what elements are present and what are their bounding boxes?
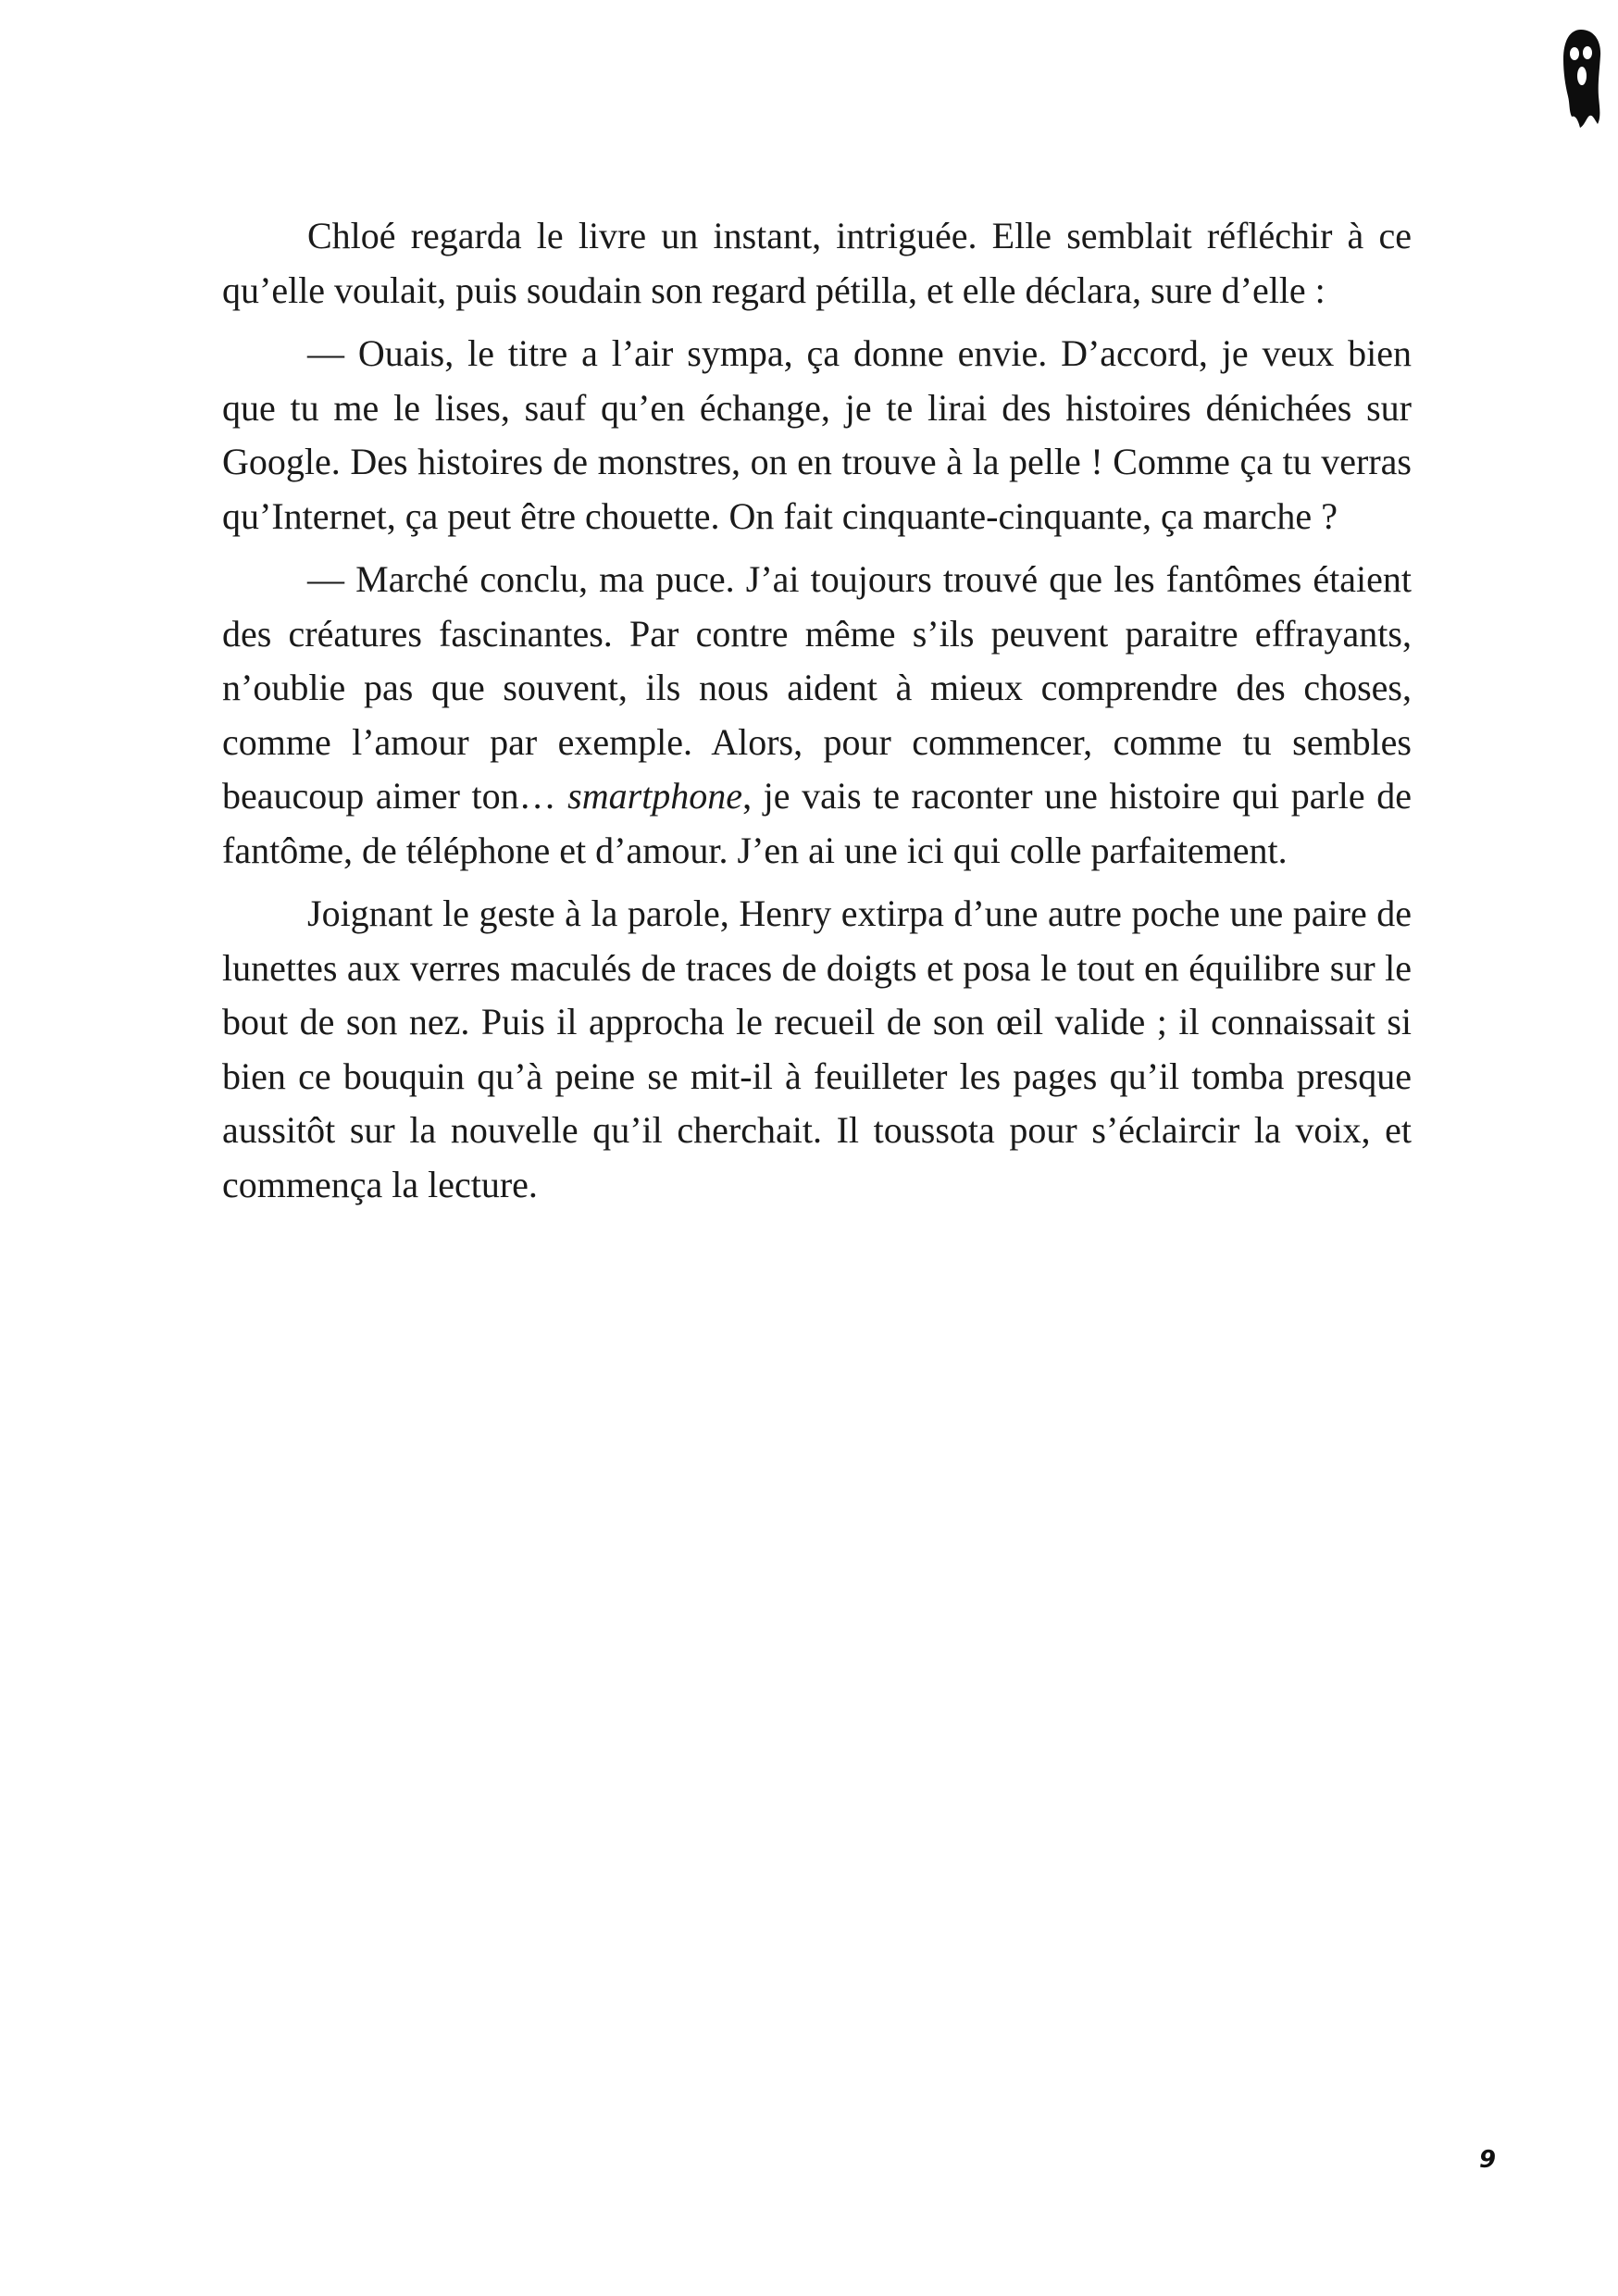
ghost-icon [1561,28,1603,130]
paragraph [222,553,1412,878]
italic-word: smartphone [567,775,743,817]
body-text [222,209,1412,1221]
paragraph: — Ouais, le titre a l’air sympa, ça donne envie. D’accord, je veux bien que tu me le lises, sauf qu’en échange, je te lirai des histoires dénichées sur Google. Des histoires de monstres, on en trouve à la pelle ! Comme ça tu verras qu’Internet, ça peut être chouette. On fait cinquante-cinquante, ça marche ? [222,332,1412,537]
paragraph: Chloé regarda le livre un instant, intriguée. Elle semblait réfléchir à ce qu’elle voulait, puis soudain son regard pétilla, et elle déclara, sure d’elle : [222,215,1412,311]
paragraph: Joignant le geste à la parole, Henry extirpa d’une autre poche une paire de lunettes aux verres maculés de traces de doigts et posa le tout en équilibre sur le bout de son nez. Puis il approcha le recueil de son œil valide ; il connaissait si bien ce bouquin qu’à peine se mit-il à feuilleter les pages qu’il tomba presque aussitôt sur la nouvelle qu’il cherchait. Il toussota pour s’éclaircir la voix, et commença la lecture. [222,892,1412,1205]
page-number: 9 [1479,2146,1497,2174]
paragraph-text: , je vais te raconter une histoire qui parle de fantôme, de téléphone et d’amour. J’en ai une ici qui colle parfaitement. [222,775,1412,871]
paragraph-text: — Marché conclu, ma puce. J’ai toujours trouvé que les fantômes étaient des créatures fascinantes. Par contre même s’ils peuvent paraitre effrayants, n’oublie pas que souvent, ils nous aident à mieux comprendre des choses, comme l’amour par exemple. Alors, pour commencer, comme tu sembles beaucoup aimer ton… [222,558,1412,817]
